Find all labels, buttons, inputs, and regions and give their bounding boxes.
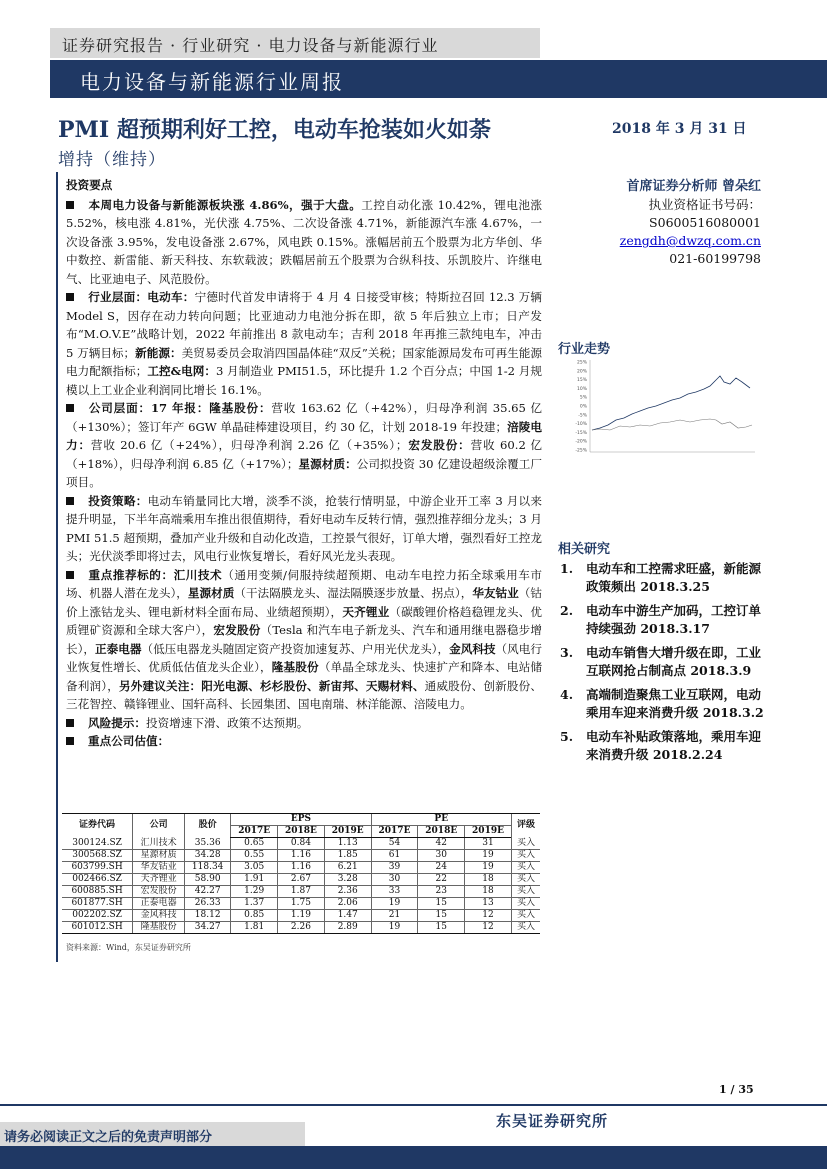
related-research-list: [560, 560, 768, 770]
bullet-icon: [66, 571, 74, 579]
investment-highlights: [66, 176, 542, 751]
industry-trend-chart: [560, 356, 760, 456]
footer-rule: [0, 1104, 827, 1106]
benchmark-index-line: [592, 419, 752, 430]
related-research-item[interactable]: 4. 高端制造聚焦工业互联网，电动乘用车迎来消费升级 2018.3.2: [560, 687, 764, 720]
analyst-phone: 021-60199798: [669, 251, 761, 266]
trend-tick-label: 10%: [576, 386, 587, 392]
report-date: 2018 年 3 月 31 日: [612, 121, 747, 137]
breadcrumb: 证券研究报告 · 行业研究 · 电力设备与新能源行业: [62, 36, 439, 55]
analyst-cert-label: 执业资格证书号码：: [648, 197, 761, 212]
col-pe-2018: 2018E: [418, 826, 465, 838]
institute-name: 东吴证券研究所: [496, 1112, 609, 1130]
trend-tick-label: 25%: [576, 360, 587, 366]
report-series-title: 电力设备与新能源行业周报: [80, 70, 344, 94]
industry-rating: 增持（维持）: [58, 150, 166, 170]
table-row: 002466.SZ 天齐锂业 58.90 1.91 2.67 3.28 30 22 18 买入: [62, 874, 540, 886]
analyst-email-link[interactable]: zengdh@dwzq.com.cn: [619, 233, 761, 248]
page-number: 1 / 35: [719, 1083, 754, 1096]
trend-chart-ticks: [575, 360, 587, 454]
section-title: 投资要点: [66, 178, 113, 192]
col-code: 证券代码: [62, 814, 133, 838]
table-source: 资料来源：Wind，东吴证券研究所: [66, 943, 191, 952]
highlight-valuation: 重点公司估值：: [66, 732, 542, 751]
left-accent-rule: [56, 172, 58, 962]
col-eps: EPS: [231, 814, 371, 826]
trend-tick-label: -25%: [575, 448, 587, 454]
highlight-industry: 行业层面：电动车：宁德时代首发申请将于 4 月 4 日接受审核；特斯拉召回 12.3 万辆 Model S，因存在动力转向问题；比亚迪动力电池分拆在即，欲 5 年后独立上市；日产发布“M.O.V.E”战略计划，2022 年前推出 8 款电动车；吉利 2018 年再推三款纯电车，冲击 5 万辆目标；新能源：美贸易委员会取消四国晶体硅“双反”关税；国家能源局发布可再生能源电力配额指标；工控&电网：3 月制造业 PMI51.5，环比提升 1.2 个百分点；中国 1-2 月规模以上工业企业利润同比增长 16.1%。: [66, 290, 543, 397]
bullet-icon: [66, 497, 74, 505]
report-headline: PMI 超预期利好工控，电动车抢装如火如荼: [58, 117, 491, 143]
table-row: 603799.SH 华友钴业 118.34 3.05 1.16 6.21 39 24 19 买入: [62, 862, 540, 874]
trend-tick-label: 20%: [576, 369, 587, 375]
trend-tick-label: -15%: [575, 430, 587, 436]
related-research-item[interactable]: 3. 电动车销售大增升级在即，工业互联网抢占制高点 2018.3.9: [560, 645, 762, 678]
analyst-info: [620, 178, 761, 268]
table-row: 601012.SH 隆基股份 34.27 1.81 2.26 2.89 19 15 12 买入: [62, 922, 540, 934]
col-eps-2017: 2017E: [231, 826, 278, 838]
col-eps-2019: 2019E: [324, 826, 371, 838]
highlight-recommendations: 重点推荐标的：汇川技术（通用变频/伺服持续超预期、电动车电控力拓全球乘用车市场、机器人潜在龙头），星源材质（干法隔膜龙头、湿法隔膜逐步放量、拐点），华友钴业（钴价上涨钴龙头、锂电新材料全面布局、业绩超预期），天齐锂业（碳酸锂价格趋稳锂龙头、优质锂矿资源和全球大客户），宏发股份（Tesla 和汽车电子新龙头、汽车和通用继电器稳步增长），正泰电器（低压电器龙头随固定资产投资加速复苏、户用光伏龙头），金风科技（风电行业恢复性增长、优质低估值龙头企业），隆基股份（单晶全球龙头、快速扩产和降本、电站储备利润），另外建议关注：阳光电源、杉杉股份、新宙邦、天赐材料、通威股份、创新股份、三花智控、赣锋锂业、国轩高科、长园集团、国电南瑞、林洋能源、涪陵电力。: [66, 567, 542, 711]
trend-tick-label: 5%: [579, 395, 587, 401]
related-research-item[interactable]: 2. 电动车中游生产加码，工控订单持续强劲 2018.3.17: [560, 603, 762, 636]
highlight-company: 公司层面：17 年报：隆基股份：营收 163.62 亿（+42%），归母净利润 35.65 亿（+130%）；签订年产 6GW 单晶硅棒建设项目，约 30 亿，计划 2018-19 年投建；涪陵电力：营收 20.6 亿（+24%），归母净利润 2.26 亿（+35%）；宏发股份：营收 60.2 亿（+18%），归母净利润 6.85 亿（+17%）；星源材质：公司拟投资 30 亿建设超级涂覆工厂项目。: [66, 401, 542, 489]
bullet-icon: [66, 737, 74, 745]
related-research-label: 相关研究: [558, 542, 611, 557]
table-row: 300568.SZ 星源材质 34.28 0.55 1.16 1.85 61 30 19 买入: [62, 850, 540, 862]
trend-tick-label: -20%: [575, 439, 587, 445]
trend-chart-axis: [590, 360, 755, 452]
col-pe-2017: 2017E: [371, 826, 418, 838]
col-rating: 评级: [511, 814, 540, 838]
highlight-strategy: 投资策略：电动车销量同比大增，淡季不淡，抢装行情明显，中游企业开工率 3 月以来提升明显，下半年高端乘用车推出很值期待，看好电动车反转行情，强烈推荐细分龙头；3 月 PMI 51.5 超预期，叠加产业升级和自动化改造，工控景气很好，订单大增，强烈看好工控龙头；光伏淡季即将过去，风电行业恢复增长，看好风光龙头表现。: [66, 493, 542, 563]
table-row: 601877.SH 正泰电器 26.33 1.37 1.75 2.06 19 15 13 买入: [62, 898, 540, 910]
trend-tick-label: -5%: [578, 413, 587, 419]
table-row: 300124.SZ 汇川技术 35.36 0.65 0.84 1.13 54 42 31 买入: [62, 838, 540, 850]
trend-label: 行业走势: [558, 342, 611, 357]
table-row: 600885.SH 宏发股份 42.27 1.29 1.87 2.36 33 23 18 买入: [62, 886, 540, 898]
col-eps-2018: 2018E: [278, 826, 325, 838]
bullet-icon: [66, 201, 74, 209]
bullet-icon: [66, 293, 74, 301]
highlight-risk: 风险提示：投资增速下滑、政策不达预期。: [66, 714, 542, 733]
bullet-icon: [66, 719, 74, 727]
related-research-item[interactable]: 5. 电动车补贴政策落地，乘用车迎来消费升级 2018.2.24: [560, 729, 762, 762]
col-pe: PE: [371, 814, 511, 826]
trend-tick-label: 15%: [576, 378, 587, 384]
table-row: 002202.SZ 金风科技 18.12 0.85 1.19 1.47 21 15 12 买入: [62, 910, 540, 922]
highlight-sector-performance: 本周电力设备与新能源板块涨 4.86%，强于大盘。工控自动化涨 10.42%，锂电池涨 5.52%，核电涨 4.81%，光伏涨 4.75%、二次设备涨 4.71%，新能源汽车涨 4.67%，一次设备涨 3.95%，发电设备涨 2.67%，风电跌 0.15%。涨幅居前五个股票为北方华创、华中数控、新雷能、新天科技、东软载波；跌幅居前五个股票为合纵科技、乐凯胶片、许继电气、比亚迪电子、风范股份。: [66, 197, 542, 286]
analyst-cert-number: S0600516080001: [649, 215, 761, 230]
trend-tick-label: 0%: [579, 404, 587, 410]
analyst-name: 首席证券分析师 曾朵红: [626, 179, 761, 194]
disclaimer-text: 请务必阅读正文之后的免责声明部分: [4, 1130, 213, 1145]
trend-tick-label: -10%: [575, 422, 587, 428]
col-price: 股价: [185, 814, 231, 838]
related-research-item[interactable]: 1. 电动车和工控需求旺盛，新能源政策频出 2018.3.25: [560, 561, 762, 594]
bullet-icon: [66, 404, 74, 412]
col-company: 公司: [133, 814, 185, 838]
valuation-table: [62, 813, 540, 934]
col-pe-2019: 2019E: [465, 826, 512, 838]
footer-bar: [0, 1146, 827, 1169]
